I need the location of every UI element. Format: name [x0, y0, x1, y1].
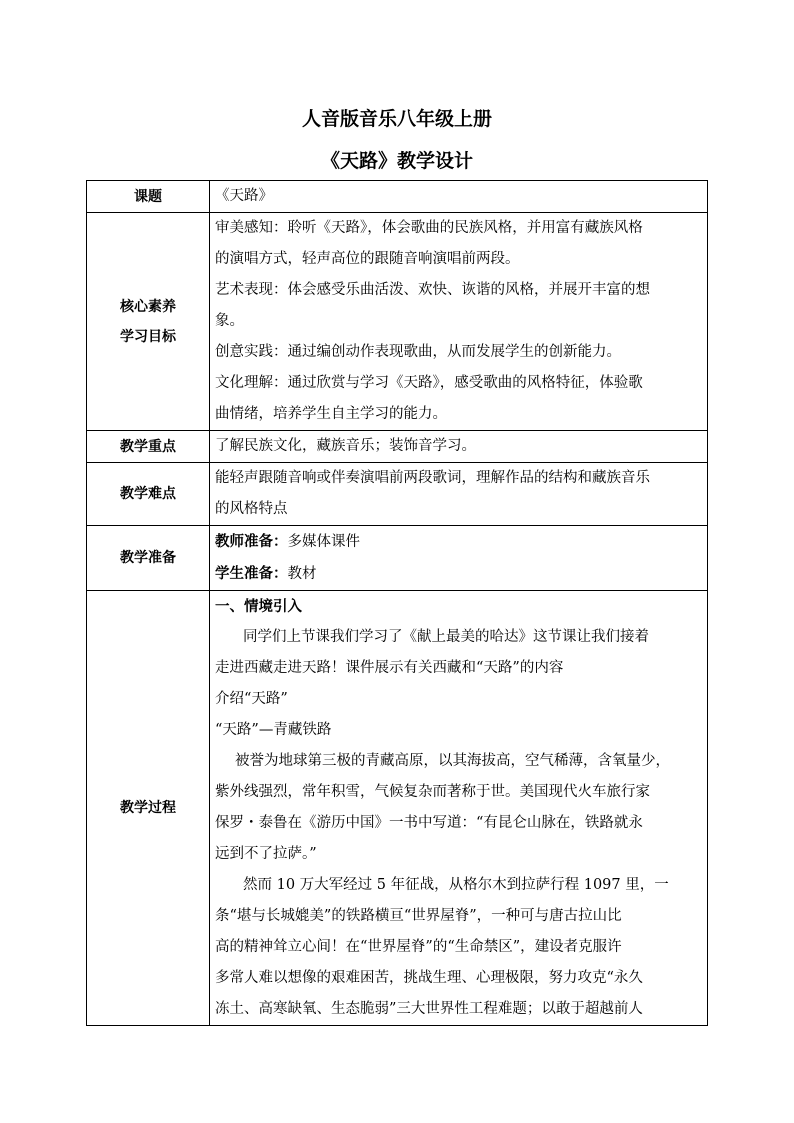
process-line: 冻土、高寒缺氧、生态脆弱”三大世界性工程难题；以敢于超越前人 [215, 1001, 643, 1017]
document-title: 人音版音乐八年级上册 [301, 108, 492, 130]
process-line: 走进西藏走进天路！课件展示有关西藏和“天路”的内容 [215, 660, 564, 676]
goals-line: 艺术表现：体会感受乐曲活泼、欢快、诙谐的风格，并展开丰富的想 [215, 282, 650, 298]
topic-row [87, 181, 708, 213]
process-line: 高的精神耸立心间！在“世界屋脊”的“生命禁区”，建设者克服许 [215, 939, 622, 955]
goals-line: 的演唱方式，轻声高位的跟随音响演唱前两段。 [215, 251, 520, 267]
goals-line: 创意实践：通过编创动作表现歌曲，从而发展学生的创新能力。 [215, 344, 621, 360]
key-points-label: 教学重点 [87, 431, 210, 463]
process-cell [210, 591, 708, 1026]
topic-label: 课题 [87, 181, 210, 213]
goals-label-line1: 核心素养 [120, 298, 176, 315]
difficulties-line: 的风格特点 [215, 501, 288, 517]
key-points-cell [210, 431, 708, 463]
lesson-title: 《天路》教学设计 [320, 150, 473, 172]
process-line: 紫外线强烈，常年积雪，气候复杂而著称于世。美国现代火车旅行家 [215, 784, 650, 800]
goals-line: 文化理解：通过欣赏与学习《天路》，感受歌曲的风格特征，体验歌 [215, 375, 643, 391]
process-row [87, 591, 708, 1026]
goals-line: 象。 [215, 313, 244, 329]
process-line: 多常人难以想像的艰难困苦，挑战生理、心理极限，努力攻克“永久 [215, 970, 643, 986]
process-line: 同学们上节课我们学习了《献上最美的哈达》这节课让我们接着 [243, 629, 649, 645]
process-line: 条“堪与长城媲美”的铁路横亘“世界屋脊”，一种可与唐古拉山比 [215, 908, 622, 924]
topic-cell [210, 181, 708, 213]
goals-line: 审美感知：聆听《天路》，体会歌曲的民族风格，并用富有藏族风格 [215, 220, 643, 236]
process-line: 远到不了拉萨。” [215, 846, 317, 862]
goals-label [87, 213, 210, 431]
key-points-row [87, 431, 708, 463]
difficulties-cell [210, 463, 708, 526]
goals-row [87, 213, 708, 431]
teacher-preparation-value: 多媒体课件 [287, 534, 360, 550]
preparation-label: 教学准备 [87, 526, 210, 591]
process-line: 保罗・泰鲁在《游历中国》一书中写道：“有昆仑山脉在，铁路就永 [215, 815, 643, 831]
process-line: “天路”—青藏铁路 [215, 722, 332, 738]
student-preparation-label: 学生准备： [215, 565, 288, 582]
difficulties-line: 能轻声跟随音响或伴奏演唱前两段歌词，理解作品的结构和藏族音乐 [215, 470, 650, 486]
teacher-preparation [215, 526, 704, 558]
lesson-plan-table [86, 180, 708, 1026]
process-heading: 一、情境引入 [215, 598, 302, 615]
student-preparation-value: 教材 [287, 566, 317, 582]
preparation-cell [210, 526, 708, 591]
goals-line: 曲情绪，培养学生自主学习的能力。 [215, 406, 447, 422]
process-line: 介绍“天路” [215, 691, 288, 707]
key-points-value: 了解民族文化，藏族音乐；装饰音学习。 [215, 438, 476, 454]
goals-cell [210, 213, 708, 431]
teacher-preparation-label: 教师准备： [215, 533, 288, 550]
process-line: 被誉为地球第三极的青藏高原，以其海拔高，空气稀薄，含氧量少， [235, 753, 670, 769]
goals-label-line2: 学习目标 [120, 328, 176, 345]
topic-value: 《天路》 [215, 188, 273, 204]
difficulties-row [87, 463, 708, 526]
preparation-row [87, 526, 708, 591]
process-label: 教学过程 [87, 591, 210, 1026]
process-line: 然而 10 万大军经过 5 年征战，从格尔木到拉萨行程 1097 里，一 [243, 877, 669, 893]
student-preparation [215, 558, 704, 590]
difficulties-label: 教学难点 [87, 463, 210, 526]
